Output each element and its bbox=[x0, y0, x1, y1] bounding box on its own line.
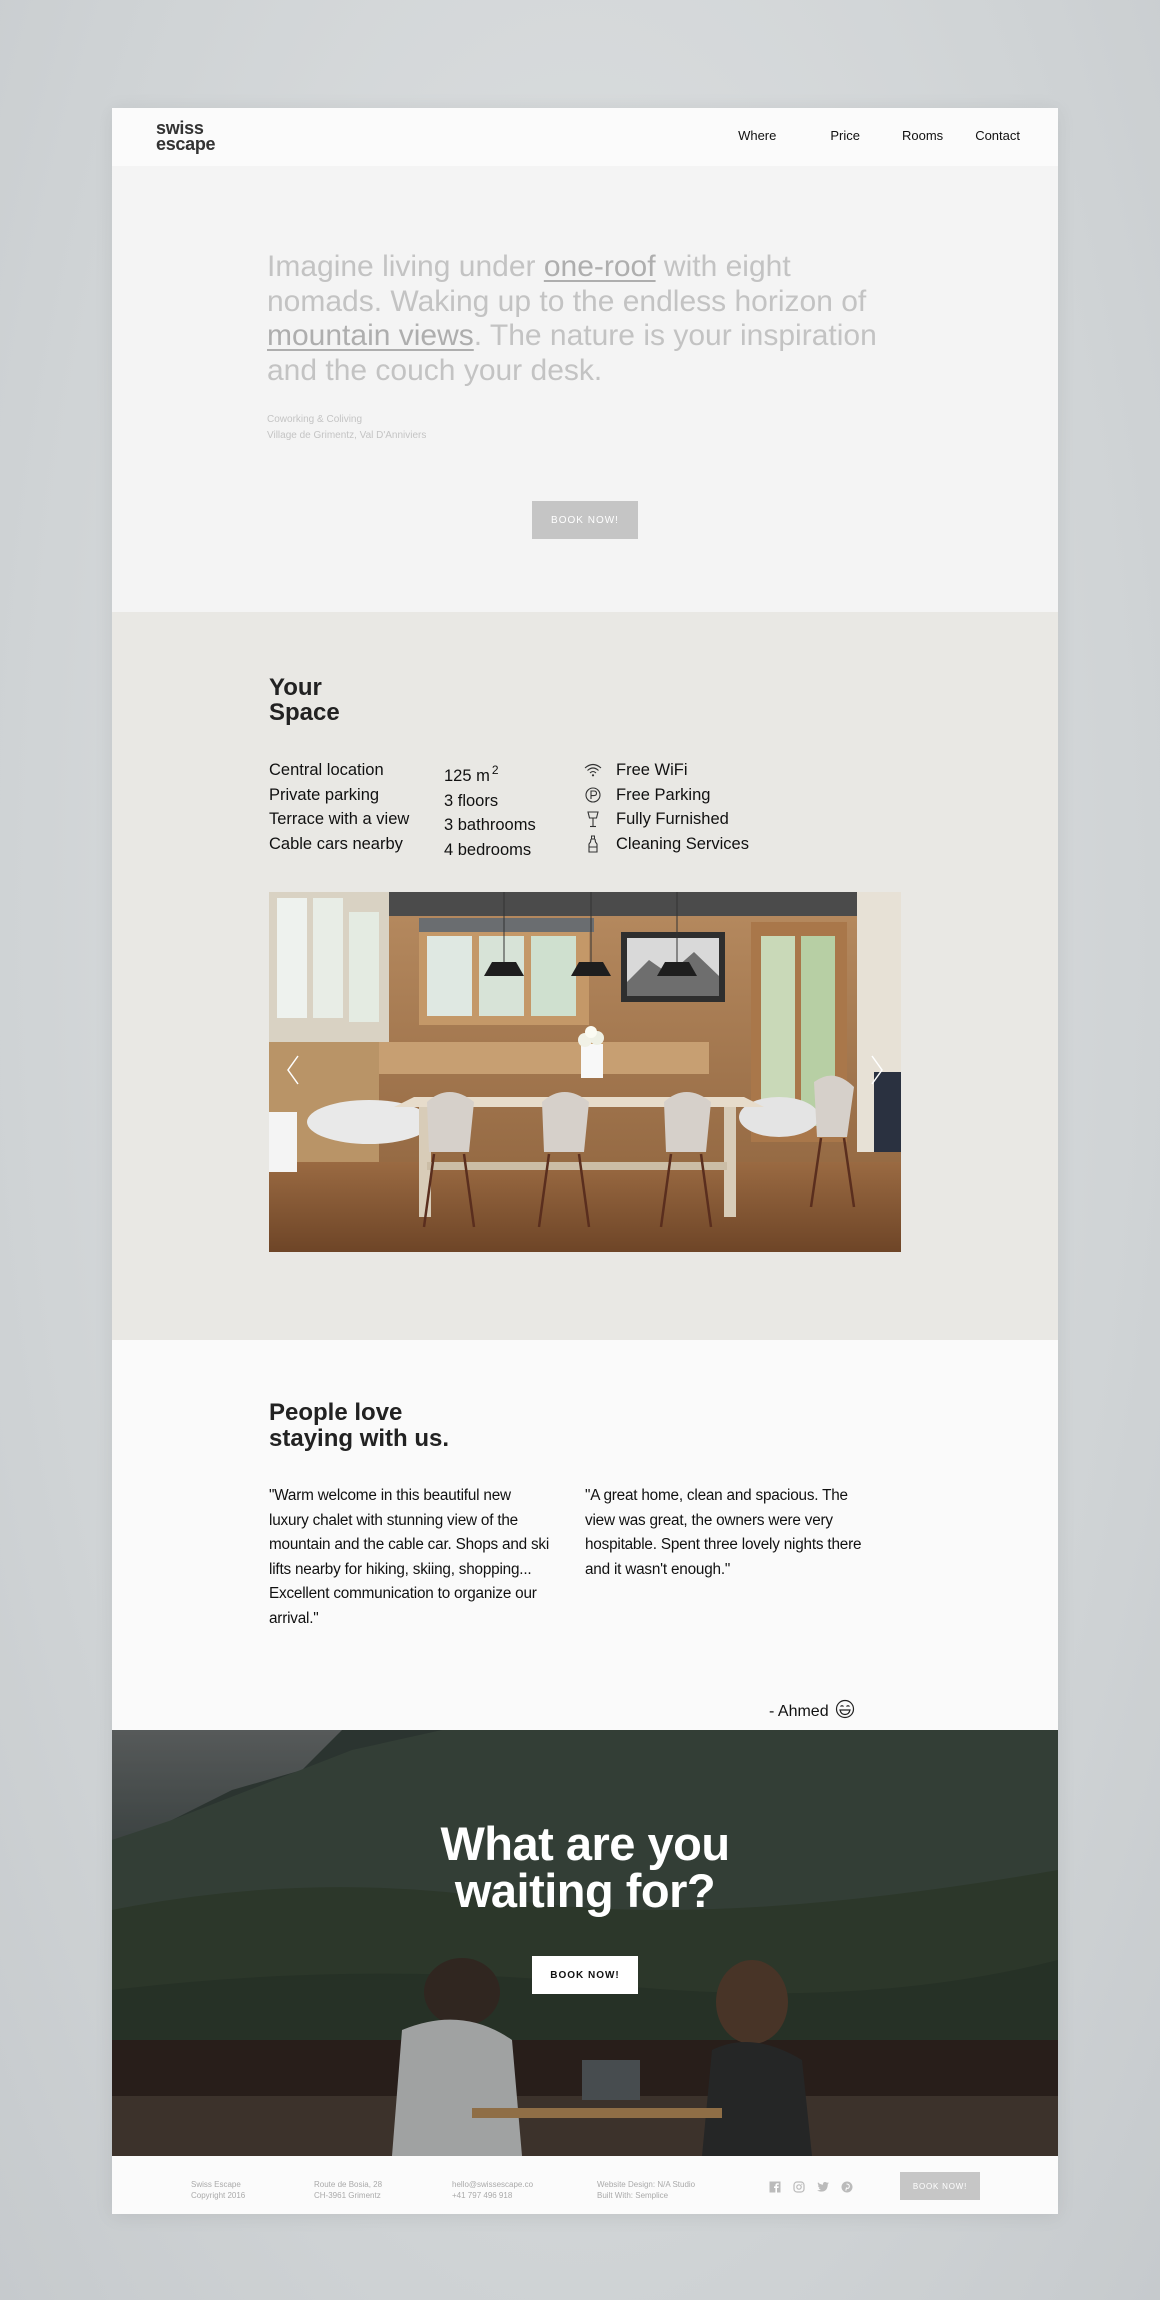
instagram-icon[interactable] bbox=[792, 2180, 806, 2194]
site-footer bbox=[112, 2156, 1058, 2214]
hero-section bbox=[112, 166, 1058, 612]
feature-item: Terrace with a view bbox=[269, 810, 410, 828]
your-space-title bbox=[269, 675, 340, 725]
amenity-label: Free Parking bbox=[616, 785, 711, 804]
amenity-label: Fully Furnished bbox=[616, 810, 729, 828]
nav-contact[interactable]: Contact bbox=[975, 128, 1020, 143]
testimonial-quote-ahmed: "A great home, clean and spacious. The view was great, the owners were very hospitable. Spent three lovely nights there and it wasn't enough." bbox=[585, 1487, 862, 1578]
hero-book-now-button[interactable]: BOOK NOW! bbox=[532, 501, 638, 539]
footer-built-with: Built With: Semplice bbox=[597, 2191, 669, 2200]
carousel-prev-arrow[interactable] bbox=[283, 1052, 303, 1088]
footer-address bbox=[314, 2179, 382, 2201]
logo-line2: escape bbox=[156, 134, 216, 154]
amenities-list bbox=[582, 758, 749, 856]
chalet-dining-photo bbox=[269, 892, 901, 1252]
cta-book-now-button[interactable]: BOOK NOW! bbox=[532, 1956, 638, 1994]
testimonials-title-line2: staying with us. bbox=[269, 1425, 450, 1452]
cta-section bbox=[112, 1730, 1058, 2156]
footer-street: Route de Bosia, 28 bbox=[314, 2180, 383, 2189]
amenity-parking bbox=[582, 783, 749, 808]
grin-emoji-icon bbox=[835, 1699, 855, 1724]
testimonials-section bbox=[112, 1340, 1058, 1730]
spec-area bbox=[444, 758, 536, 789]
author-name: - Ahmed bbox=[769, 1702, 829, 1720]
amenity-label: Free WiFi bbox=[616, 761, 688, 779]
spec-area-sup: 2 bbox=[491, 763, 499, 777]
feature-item: Cable cars nearby bbox=[269, 834, 403, 853]
carousel-next-arrow[interactable] bbox=[867, 1052, 887, 1088]
footer-social bbox=[768, 2180, 864, 2194]
footer-city: CH-3961 Grimentz bbox=[314, 2191, 381, 2200]
features-list bbox=[269, 758, 409, 856]
page-card bbox=[112, 108, 1058, 2214]
spec-area-value: 125 m bbox=[444, 767, 490, 785]
main-nav bbox=[738, 128, 1020, 143]
cta-title bbox=[112, 1817, 1058, 1917]
amenity-label: Cleaning Services bbox=[616, 834, 749, 853]
cta-title-line1: What are you bbox=[440, 1817, 730, 1870]
spec-item: 3 floors bbox=[444, 791, 499, 810]
hero-text-part: Imagine living under bbox=[267, 250, 544, 283]
amenity-cleaning bbox=[582, 832, 749, 857]
feature-item: Private parking bbox=[269, 785, 380, 804]
dining-room-illustration bbox=[269, 892, 901, 1252]
footer-company bbox=[191, 2179, 245, 2201]
amenity-wifi bbox=[582, 758, 749, 783]
feature-item: Central location bbox=[269, 761, 384, 779]
wifi-icon bbox=[582, 760, 604, 780]
parking-icon bbox=[582, 785, 604, 805]
logo-line1: swiss bbox=[156, 118, 204, 138]
footer-book-now-button[interactable]: BOOK NOW! bbox=[900, 2172, 980, 2200]
hero-text-part: . The nature is your inspiration and the couch your desk. bbox=[267, 319, 877, 387]
mountain-terrace-photo bbox=[112, 1730, 1058, 2156]
lamp-icon bbox=[582, 809, 604, 829]
one-roof-link[interactable]: one-roof bbox=[543, 250, 656, 283]
spec-item: 3 bathrooms bbox=[444, 816, 536, 834]
spec-item: 4 bedrooms bbox=[444, 840, 532, 859]
footer-phone[interactable]: +41 797 496 918 bbox=[452, 2191, 513, 2200]
cleaning-bottle-icon bbox=[582, 834, 604, 854]
pinterest-icon[interactable] bbox=[840, 2180, 854, 2194]
footer-contact bbox=[452, 2179, 533, 2201]
your-space-title-line1: Your bbox=[269, 674, 322, 701]
testimonials-title-line1: People love bbox=[269, 1399, 403, 1426]
footer-email[interactable]: hello@swissescape.co bbox=[452, 2180, 534, 2189]
specs-list bbox=[444, 758, 536, 862]
footer-copyright: Copyright 2016 bbox=[191, 2191, 246, 2200]
hero-meta-line2: Village de Grimentz, Val D'Anniviers bbox=[267, 430, 427, 441]
facebook-icon[interactable] bbox=[768, 2180, 782, 2194]
testimonial-author-ahmed bbox=[769, 1699, 855, 1724]
nav-rooms[interactable]: Rooms bbox=[902, 128, 944, 143]
nav-where[interactable]: Where bbox=[738, 128, 777, 143]
footer-design-credit: Website Design: N/A Studio bbox=[597, 2180, 696, 2189]
logo[interactable] bbox=[156, 120, 215, 152]
your-space-section bbox=[112, 612, 1058, 1340]
twitter-icon[interactable] bbox=[816, 2180, 830, 2194]
testimonials-title bbox=[269, 1400, 449, 1452]
cta-title-line2: waiting for? bbox=[454, 1864, 716, 1917]
hero-headline bbox=[267, 250, 907, 388]
mountain-views-link[interactable]: mountain views bbox=[267, 319, 474, 352]
amenity-furnished bbox=[582, 807, 749, 832]
testimonial-quote-frederic: "Warm welcome in this beautiful new luxury chalet with stunning view of the mountain and the cable car. Shops and ski lifts nearby for hiking, skiing, shopping... Excellent communication to organize our arrival." bbox=[269, 1487, 550, 1627]
footer-company-name: Swiss Escape bbox=[191, 2180, 241, 2189]
hero-text-part: with eight nomads. Waking up to the endless horizon of bbox=[267, 250, 867, 318]
your-space-title-line2: Space bbox=[269, 699, 340, 726]
hero-meta bbox=[267, 412, 426, 444]
hero-meta-line1: Coworking & Coliving bbox=[267, 414, 363, 425]
nav-price[interactable]: Price bbox=[830, 128, 860, 143]
footer-credits bbox=[597, 2179, 695, 2201]
site-header bbox=[112, 108, 1058, 166]
